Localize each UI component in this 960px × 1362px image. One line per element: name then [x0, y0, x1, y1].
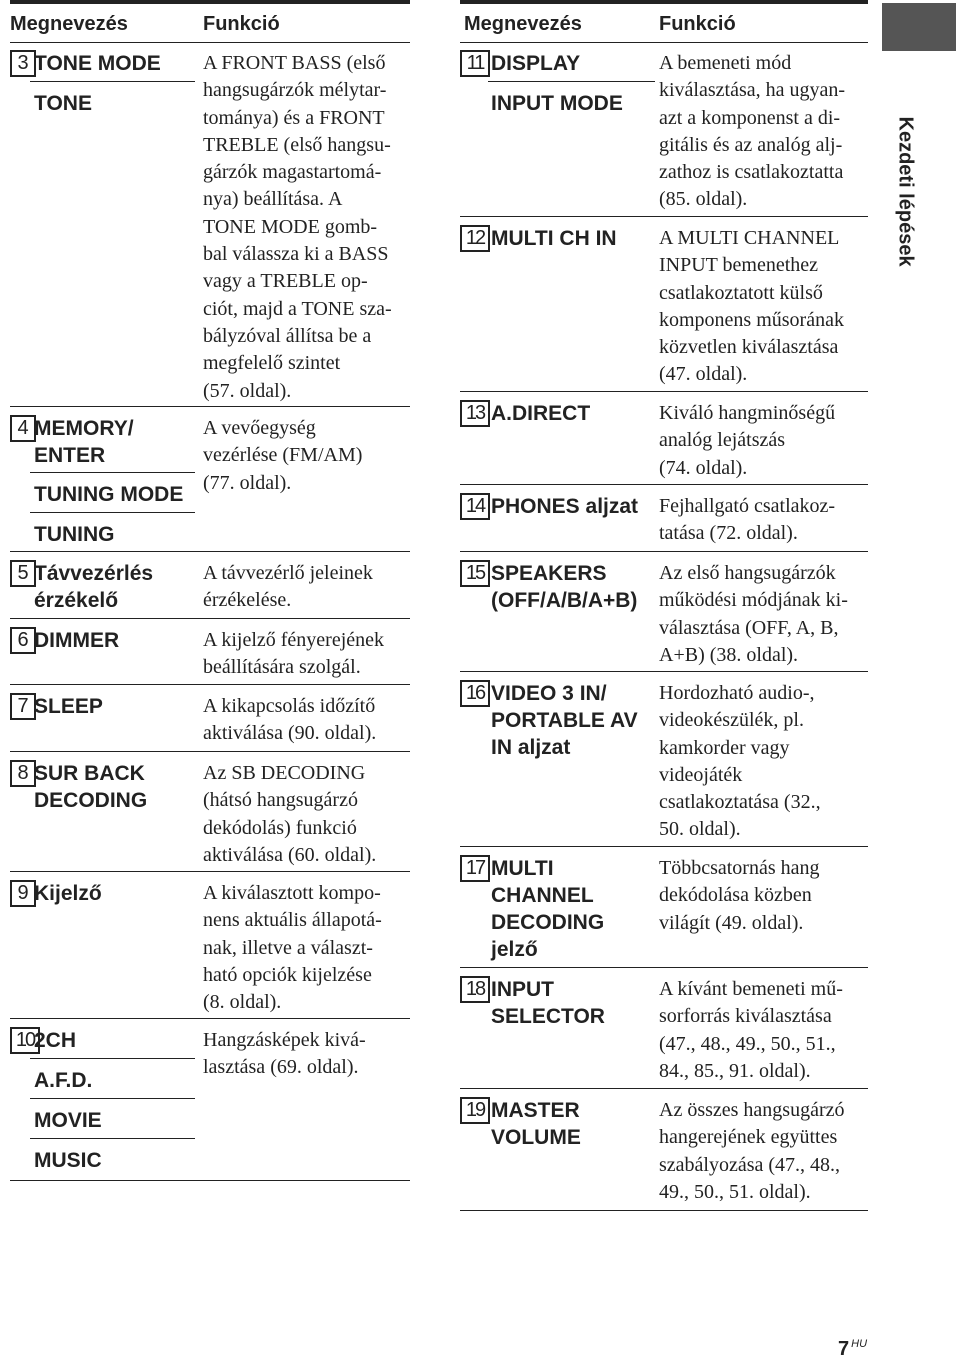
sub-row-divider — [30, 512, 195, 513]
item-number-badge: 9 — [10, 880, 36, 907]
control-name: PHONES aljzat — [491, 495, 639, 518]
item-number-badge: 16 — [460, 680, 490, 707]
control-function: Hordozható audio-, videokészülék, pl. kamkorder vagy videojáték csatlakoztatása (32., 50. oldal). — [659, 682, 821, 841]
sub-row-divider — [30, 81, 195, 82]
row-divider — [460, 216, 868, 217]
control-function: A kikapcsolás időzítő aktiválása (90. oldal). — [203, 695, 377, 745]
control-function: Hangzásképek kivá- lasztása (69. oldal). — [203, 1029, 366, 1079]
control-name: A.F.D. — [34, 1069, 93, 1092]
control-name: TONE — [34, 92, 92, 115]
item-number-badge: 5 — [10, 560, 36, 587]
row-divider — [460, 484, 868, 485]
control-function: Kiváló hangminőségű analóg lejátszás (74. oldal). — [659, 402, 836, 479]
row-divider — [460, 551, 868, 552]
item-number-badge: 3 — [10, 50, 36, 77]
row-divider — [460, 391, 868, 392]
control-function: A kijelző fényerejének beállítására szolgál. — [203, 629, 385, 679]
row-divider — [10, 684, 410, 685]
row-divider — [460, 846, 868, 847]
sub-row-divider — [30, 472, 195, 473]
function-column-header: Funkció — [659, 13, 736, 35]
control-name: Távvezérlés érzékelő — [34, 562, 154, 612]
row-divider — [10, 551, 410, 552]
control-function: Többcsatornás hang dekódolása közben világít (49. oldal). — [659, 857, 820, 934]
side-tab-marker — [882, 3, 956, 51]
left-table — [10, 0, 410, 1190]
row-divider — [10, 1018, 410, 1019]
name-column-header: Megnevezés — [464, 13, 582, 35]
right-table — [460, 0, 868, 1220]
control-function: Az SB DECODING (hátsó hangsugárzó dekódolás) funkció aktiválása (60. oldal). — [203, 762, 377, 866]
item-number-badge: 6 — [10, 627, 36, 654]
item-number-badge: 14 — [460, 493, 490, 520]
control-name: VIDEO 3 IN/ PORTABLE AV IN aljzat — [491, 682, 638, 759]
row-divider — [10, 618, 410, 619]
row-divider — [460, 671, 868, 672]
control-name: MULTI CHANNEL DECODING jelző — [491, 857, 605, 961]
control-name: TONE MODE — [34, 52, 161, 75]
table-bottom-rule — [10, 1180, 410, 1181]
page-number-value: 7 — [838, 1338, 850, 1360]
control-name: TUNING — [34, 523, 115, 546]
control-name: INPUT SELECTOR — [491, 978, 605, 1028]
control-function: A bemeneti mód kiválasztása, ha ugyan- azt a komponenst a di- gitális és az analóg alj- zathoz is csatlakoztatta (85. oldal). — [659, 52, 846, 211]
sub-row-divider — [30, 1098, 195, 1099]
control-function: A vevőegység vezérlése (FM/AM) (77. oldal). — [203, 417, 363, 494]
sub-row-divider — [30, 1058, 195, 1059]
control-function: A FRONT BASS (első hangsugárzók mélytar- tománya) és a FRONT TREBLE (első hangsu- gárzók magastartomá- nya) beállítása. A TONE MODE gomb- bal válassza ki a BASS vagy a TREBLE op- ciót, majd a TONE sza- bályzóval állítsa be a megfelelő szintet (57. oldal). — [203, 52, 392, 402]
item-number-badge: 17 — [460, 855, 490, 882]
control-function: A kiválasztott kompo- nens aktuális állapotá- nak, illetve a választ- ható opciók kijelzése (8. oldal). — [203, 882, 382, 1014]
right-table-header — [460, 0, 868, 43]
side-tab-label: Kezdeti lépések — [894, 116, 917, 267]
name-column-header: Megnevezés — [10, 13, 128, 35]
item-number-badge: 13 — [460, 400, 490, 427]
control-name: SUR BACK DECODING — [34, 762, 148, 812]
control-name: MEMORY/ ENTER — [34, 417, 134, 467]
control-name: Kijelző — [34, 882, 102, 905]
sub-row-divider — [30, 1138, 195, 1139]
control-name: SPEAKERS (OFF/A/B/A+B) — [491, 562, 638, 612]
row-divider — [10, 751, 410, 752]
control-name: INPUT MODE — [491, 92, 623, 115]
item-number-badge: 18 — [460, 976, 490, 1003]
page-language: HU — [851, 1338, 868, 1351]
row-divider — [10, 871, 410, 872]
item-number-badge: 8 — [10, 760, 36, 787]
item-number-badge: 11 — [460, 50, 490, 77]
control-function: A MULTI CHANNEL INPUT bemenethez csatlakoztatott külső komponens műsorának közvetlen kiválasztása (47. oldal). — [659, 227, 844, 386]
row-divider — [460, 1088, 868, 1089]
page-number — [838, 1338, 867, 1361]
function-column-header: Funkció — [203, 13, 280, 35]
row-divider — [10, 406, 410, 407]
control-name: TUNING MODE — [34, 483, 184, 506]
left-table-header — [10, 0, 410, 43]
item-number-badge: 7 — [10, 693, 36, 720]
control-function: Az első hangsugárzók működési módjának ki- választása (OFF, A, B, A+B) (38. oldal). — [659, 562, 848, 666]
item-number-badge: 19 — [460, 1097, 490, 1124]
control-name: MOVIE — [34, 1109, 102, 1132]
control-function: A távvezérlő jeleinek érzékelése. — [203, 562, 373, 612]
control-function: Az összes hangsugárzó hangerejének együttes szabályozása (47., 48., 49., 50., 51. oldal). — [659, 1099, 845, 1203]
item-number-badge: 4 — [10, 415, 36, 442]
control-name: A.DIRECT — [491, 402, 591, 425]
control-name: DIMMER — [34, 629, 120, 652]
control-function: A kívánt bemeneti mű- sorforrás kiválasztása (47., 48., 49., 50., 51., 84., 85., 91. oldal). — [659, 978, 843, 1082]
control-name: MUSIC — [34, 1149, 102, 1172]
item-number-badge: 15 — [460, 560, 490, 587]
control-name: 2CH — [34, 1029, 77, 1052]
sub-row-divider — [488, 81, 655, 82]
row-divider — [460, 967, 868, 968]
item-number-badge: 10 — [10, 1027, 40, 1054]
control-name: DISPLAY — [491, 52, 581, 75]
control-name: MASTER VOLUME — [491, 1099, 581, 1149]
item-number-badge: 12 — [460, 225, 490, 252]
control-function: Fejhallgató csatlakoz- tatása (72. oldal). — [659, 495, 836, 545]
control-name: SLEEP — [34, 695, 103, 718]
control-name: MULTI CH IN — [491, 227, 617, 250]
table-bottom-rule — [460, 1210, 868, 1211]
